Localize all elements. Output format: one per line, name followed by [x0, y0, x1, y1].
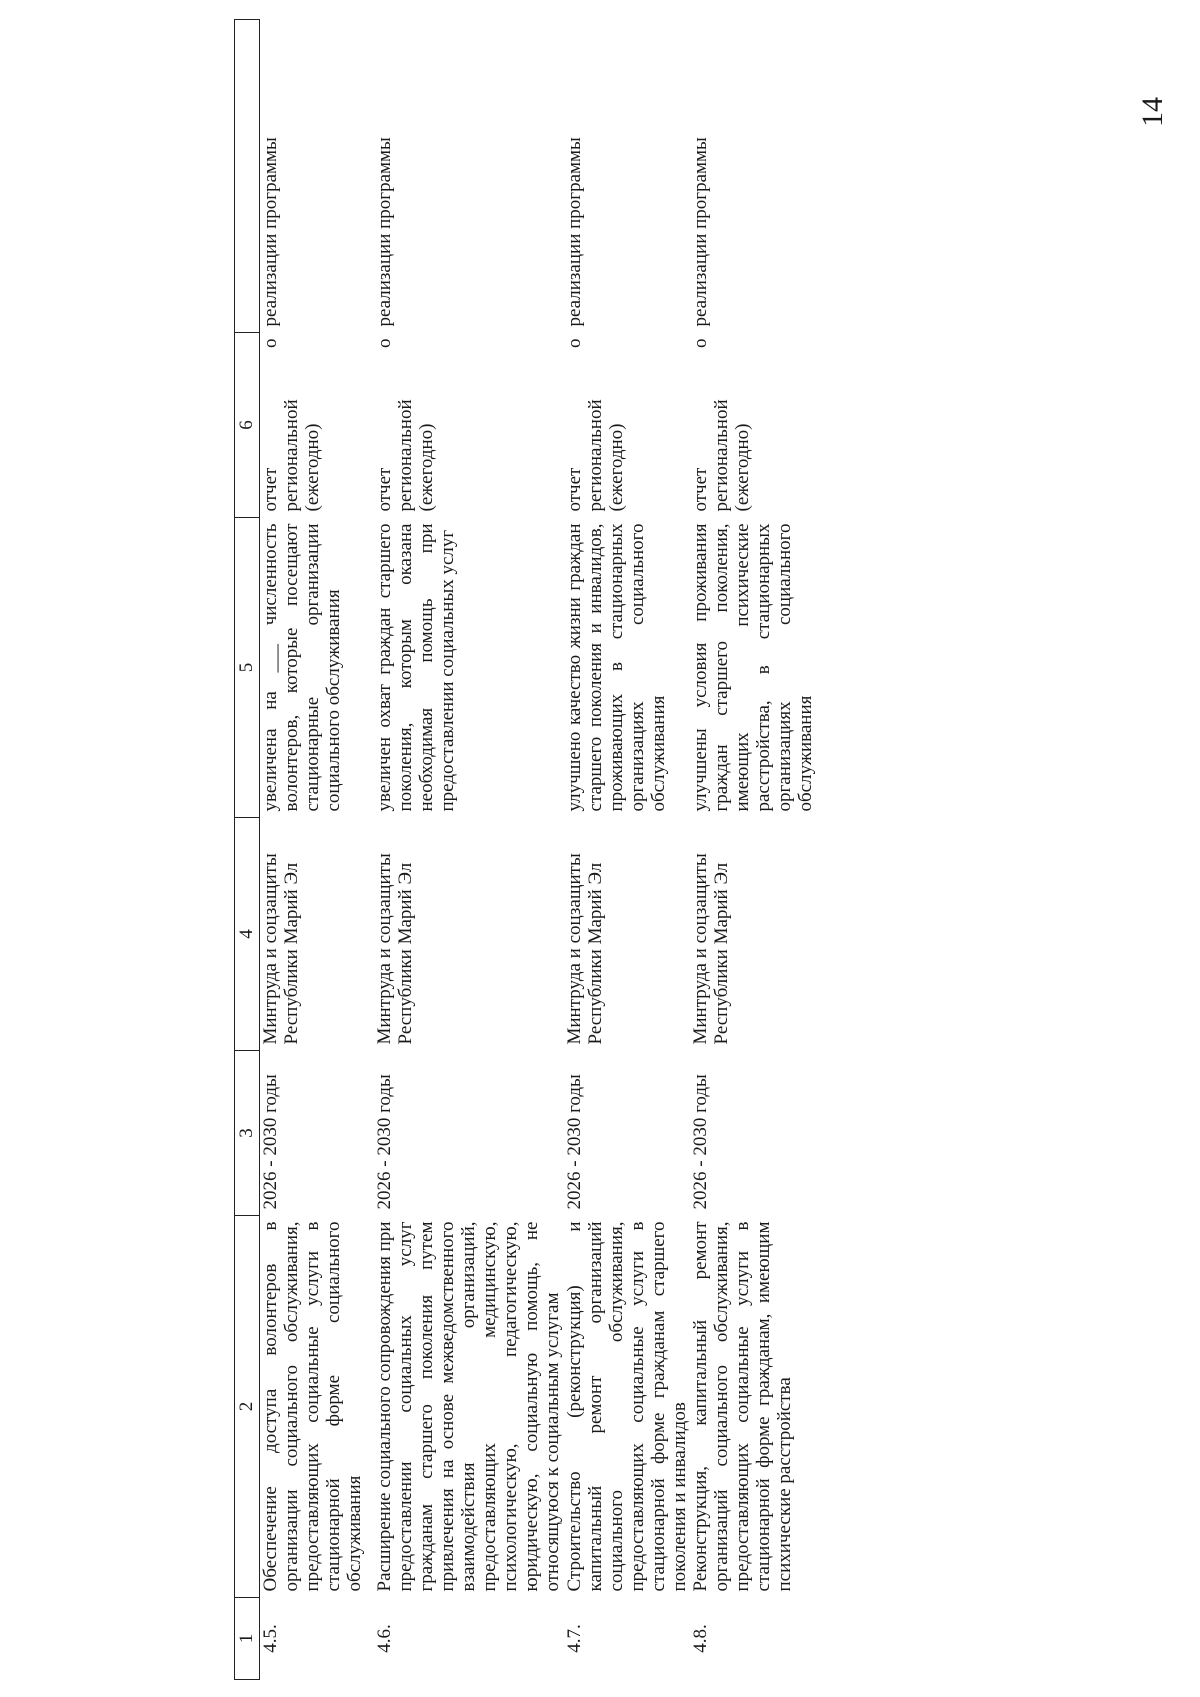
activity-cell: Обеспечение доступа волонтеров в организации социального обслуживания, предоставляющих социальные услуги в стационарной форме социального обслуживания [260, 1221, 365, 1592]
program-measures-table [234, 19, 860, 1680]
activity-cell: Расширение социального сопровождения при предоставлении социальных услуг гражданам старшего поколения путем привлечения на основе межведомственного взаимодействия организаций, предоставляющих медицинскую, психологическую, педагогическую, юридическую, социальную помощь, не относящуюся к социальным услугам [374, 1221, 563, 1592]
report-cell: отчет о региональной (ежегодно) [374, 338, 437, 512]
report-cell: отчет о региональной (ежегодно) [260, 338, 323, 512]
rotated-table-container [234, 20, 1159, 1680]
header-col-4: 4 [235, 818, 260, 1051]
header-row [235, 20, 260, 1680]
result-cell: увеличен охват граждан старшего поколения, которым оказана необходимая помощь при предоставлении социальных услуг [374, 523, 458, 812]
report-cell: отчет о региональной (ежегодно) [564, 338, 627, 512]
activity-cell: Строительство (реконструкция) и капитальный ремонт организаций социального обслуживания, предоставляющих социальные услуги в стационарной форме гражданам старшего поколения и инвалидов [564, 1221, 690, 1592]
header-col-5: 5 [235, 518, 260, 818]
row-number: 4.7. [564, 1624, 585, 1653]
table-row [564, 20, 690, 1680]
result-cell: улучшено качество жизни граждан старшего поколения и инвалидов, проживающих в стационарных организациях социального обслуживания [564, 523, 669, 812]
header-col-2: 2 [235, 1216, 260, 1598]
extra-cell: реализации программы [564, 137, 585, 327]
responsible-cell: Минтруда и соцзащиты Республики Марий Эл [374, 853, 416, 1045]
extra-cell: реализации программы [690, 137, 711, 327]
row-number: 4.8. [690, 1624, 711, 1653]
table-row [260, 20, 375, 1680]
period-cell: 2026 - 2030 годы [260, 1074, 281, 1210]
period-cell: 2026 - 2030 годы [564, 1074, 585, 1210]
row-number: 4.5. [260, 1624, 281, 1653]
row-number: 4.6. [374, 1624, 395, 1653]
result-cell: увеличена на ___ численность волонтеров, которые посещают стационарные организации социального обслуживания [260, 523, 344, 812]
period-cell: 2026 - 2030 годы [690, 1074, 711, 1210]
table-row [690, 20, 860, 1680]
activity-cell: Реконструкция, капитальный ремонт организаций социального обслуживания, предоставляющих социальные услуги в стационарной форме гражданам, имеющим психические расстройства [690, 1221, 795, 1592]
result-cell: улучшены условия проживания граждан старшего поколения, имеющих психические расстройства, в стационарных организациях социального обслуживания [690, 523, 816, 812]
table-row [374, 20, 564, 1680]
extra-cell: реализации программы [260, 137, 281, 327]
page-number: 14 [1136, 97, 1169, 127]
header-col-1: 1 [235, 1598, 260, 1680]
responsible-cell: Минтруда и соцзащиты Республики Марий Эл [564, 853, 606, 1045]
period-cell: 2026 - 2030 годы [374, 1074, 395, 1210]
header-col-6: 6 [235, 333, 260, 518]
report-cell: отчет о региональной (ежегодно) [690, 338, 753, 512]
header-col-7 [235, 20, 260, 333]
responsible-cell: Минтруда и соцзащиты Республики Марий Эл [260, 853, 302, 1045]
extra-cell: реализации программы [374, 137, 395, 327]
header-col-3: 3 [235, 1051, 260, 1216]
responsible-cell: Минтруда и соцзащиты Республики Марий Эл [690, 853, 732, 1045]
